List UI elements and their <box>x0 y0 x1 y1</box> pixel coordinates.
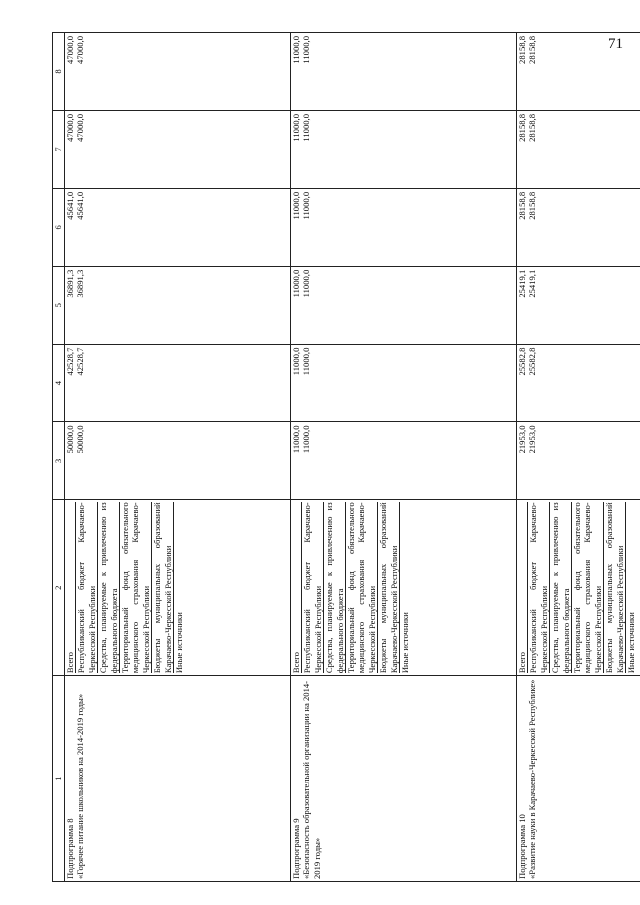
total-value: 47000,0 <box>65 36 75 64</box>
subprogram-label: Подпрограмма 10 <box>517 814 527 879</box>
republican-budget-value: 45641,0 <box>75 191 86 220</box>
subprogram-row <box>517 33 640 882</box>
republican-budget-value: 28158,8 <box>527 191 538 220</box>
funding-source: Иные источники <box>173 502 184 673</box>
column-header-8: 8 <box>53 33 65 111</box>
funding-source: Всего <box>291 652 301 674</box>
republican-budget-value: 11000,0 <box>301 347 312 376</box>
total-value: 42528,7 <box>65 347 75 376</box>
total-value: 28158,8 <box>517 191 527 220</box>
total-value: 21953,0 <box>517 425 527 454</box>
funding-sources-cell <box>517 500 640 676</box>
value-cell-col-8 <box>517 33 640 111</box>
total-value: 11000,0 <box>291 36 301 64</box>
column-header-6: 6 <box>53 188 65 266</box>
funding-source: Средства, планируемые к привлечению из федерального бюджета <box>550 502 571 674</box>
subprogram-cell <box>65 676 291 882</box>
republican-budget-value: 47000,0 <box>75 113 86 142</box>
value-cell-col-6 <box>517 188 640 266</box>
value-cell-col-8 <box>65 33 291 111</box>
republican-budget-value: 11000,0 <box>301 36 312 64</box>
republican-budget-value: 21953,0 <box>527 425 538 454</box>
republican-budget-value: 28158,8 <box>527 113 538 142</box>
republican-budget-value: 11000,0 <box>301 191 312 220</box>
republican-budget-value: 11000,0 <box>301 113 312 142</box>
funding-source: Средства, планируемые к привлечению из федерального бюджета <box>324 502 345 674</box>
funding-source: Средства, планируемые к привлечению из федерального бюджета <box>98 502 119 674</box>
funding-source: Республиканский бюджет Карачаево-Черкесской Республики <box>302 502 323 674</box>
value-cell-col-6 <box>65 188 291 266</box>
value-cell-col-7 <box>291 110 517 188</box>
republican-budget-value: 25419,1 <box>527 269 538 298</box>
funding-source: Иные источники <box>625 502 636 673</box>
republican-budget-value: 28158,8 <box>527 36 538 64</box>
column-header-1: 1 <box>53 676 65 882</box>
funding-source: Территориальный фонд обязательного медицинского страхования Карачаево-Черкесской Республики <box>120 502 151 674</box>
total-value: 11000,0 <box>291 191 301 220</box>
subprogram-label: Подпрограмма 8 <box>65 818 75 879</box>
value-cell-col-4 <box>291 344 517 422</box>
funding-source: Иные источники <box>399 502 410 673</box>
funding-source: Всего <box>65 652 75 674</box>
column-header-2: 2 <box>53 500 65 676</box>
funding-sources-cell <box>291 500 517 676</box>
column-header-3: 3 <box>53 422 65 500</box>
subprogram-row <box>65 33 291 882</box>
republican-budget-value: 11000,0 <box>301 425 312 454</box>
value-cell-col-3 <box>517 422 640 500</box>
republican-budget-value: 50000,0 <box>75 425 86 454</box>
funding-source: Территориальный фонд обязательного медицинского страхования Карачаево-Черкесской Республики <box>346 502 377 674</box>
total-value: 50000,0 <box>65 425 75 454</box>
header-row <box>53 33 65 882</box>
total-value: 11000,0 <box>291 347 301 376</box>
subprogram-title: «Развитие науки в Карачаево-Черкесской Республике» <box>527 679 538 879</box>
funding-source: Республиканский бюджет Карачаево-Черкесской Республики <box>528 502 549 674</box>
total-value: 45641,0 <box>65 191 75 220</box>
column-header-7: 7 <box>53 110 65 188</box>
total-value: 11000,0 <box>291 113 301 142</box>
funding-sources-cell <box>65 500 291 676</box>
page-number: 71 <box>608 36 623 52</box>
value-cell-col-3 <box>291 422 517 500</box>
column-header-4: 4 <box>53 344 65 422</box>
value-cell-col-5 <box>291 266 517 344</box>
subprogram-title: «Безопасность образовательной организации на 2014-2019 годы» <box>301 680 322 879</box>
funding-table <box>52 32 640 882</box>
total-value: 28158,8 <box>517 36 527 64</box>
total-value: 36891,3 <box>65 269 75 298</box>
republican-budget-value: 36891,3 <box>75 269 86 298</box>
subprogram-label: Подпрограмма 9 <box>291 818 301 879</box>
subprogram-cell <box>517 676 640 882</box>
total-value: 25419,1 <box>517 269 527 298</box>
table-body <box>65 33 640 882</box>
funding-source: Бюджеты муниципальных образований Карачаево-Черкесской Республики <box>378 502 399 674</box>
subprogram-title: «Горячее питание школьников на 2014-2019 годы» <box>75 693 86 879</box>
funding-source: Бюджеты муниципальных образований Карачаево-Черкесской Республики <box>604 502 625 674</box>
republican-budget-value: 11000,0 <box>301 269 312 298</box>
column-header-5: 5 <box>53 266 65 344</box>
republican-budget-value: 47000,0 <box>75 36 86 64</box>
republican-budget-value: 42528,7 <box>75 347 86 376</box>
funding-source: Бюджеты муниципальных образований Карачаево-Черкесской Республики <box>152 502 173 674</box>
total-value: 28158,8 <box>517 113 527 142</box>
value-cell-col-8 <box>291 33 517 111</box>
value-cell-col-7 <box>65 110 291 188</box>
subprogram-row <box>291 33 517 882</box>
total-value: 25582,8 <box>517 347 527 376</box>
value-cell-col-5 <box>517 266 640 344</box>
value-cell-col-3 <box>65 422 291 500</box>
funding-source: Республиканский бюджет Карачаево-Черкесской Республики <box>76 502 97 674</box>
total-value: 11000,0 <box>291 425 301 454</box>
funding-source: Всего <box>517 652 527 674</box>
funding-source: Территориальный фонд обязательного медицинского страхования Карачаево-Черкесской Республики <box>572 502 603 674</box>
value-cell-col-7 <box>517 110 640 188</box>
value-cell-col-5 <box>65 266 291 344</box>
value-cell-col-4 <box>65 344 291 422</box>
subprogram-cell <box>291 676 517 882</box>
value-cell-col-6 <box>291 188 517 266</box>
total-value: 47000,0 <box>65 113 75 142</box>
value-cell-col-4 <box>517 344 640 422</box>
republican-budget-value: 25582,8 <box>527 347 538 376</box>
total-value: 11000,0 <box>291 269 301 298</box>
